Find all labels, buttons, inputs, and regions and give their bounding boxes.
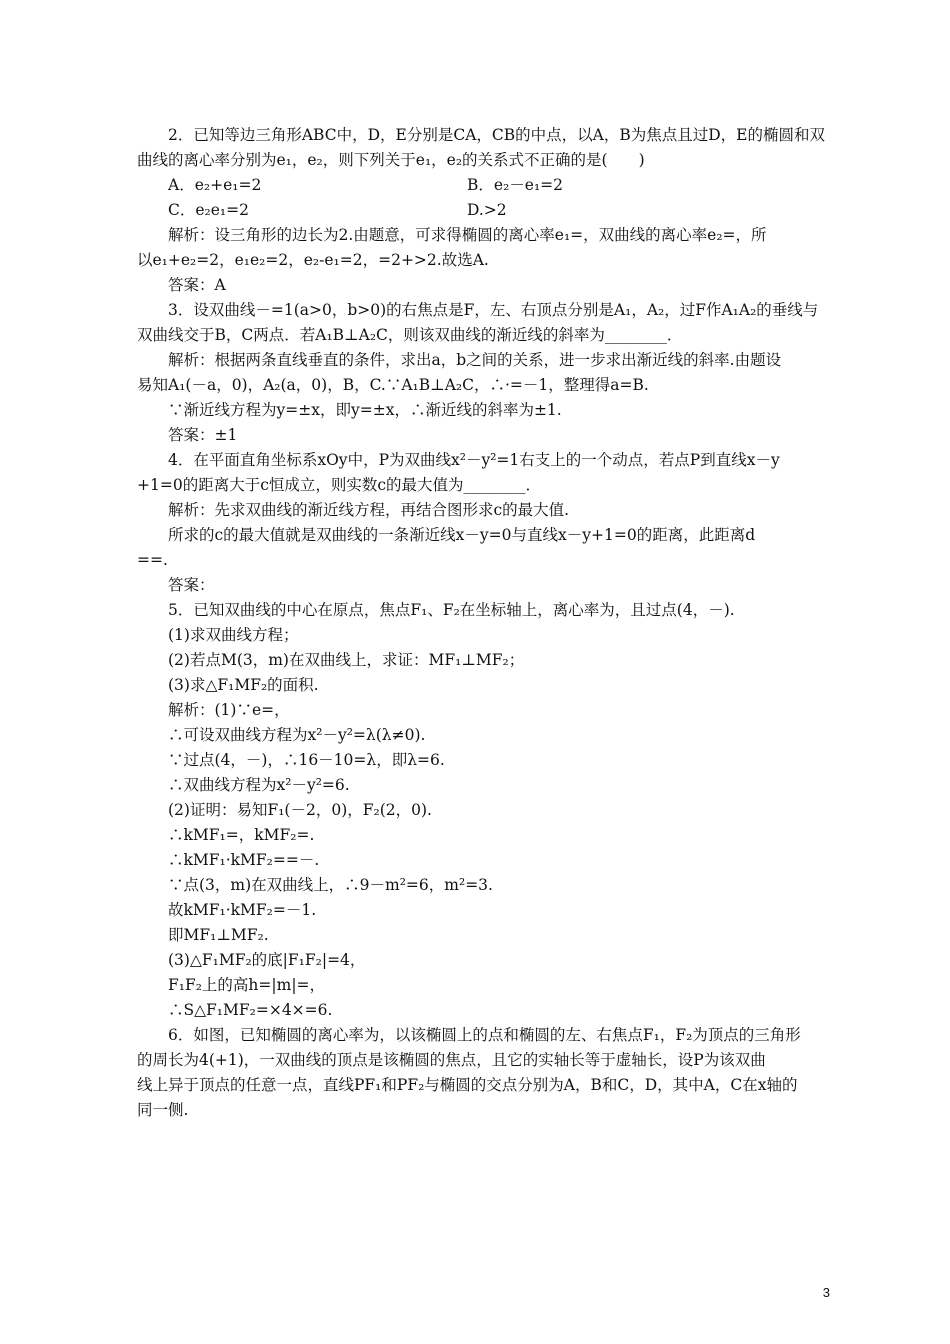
text-line: 同一侧. [137,1101,189,1119]
text-line: 解析：根据两条直线垂直的条件，求出a，b之间的关系，进一步求出渐近线的斜率.由题设 [137,351,782,369]
text-line: ∴kMF₁=，kMF₂=. [137,826,315,844]
text-line: (2)证明：易知F₁(－2，0)，F₂(2，0). [137,801,432,819]
option-c: C．e₂e₁=2 [137,201,249,219]
text-line: F₁F₂上的高h=|m|=， [137,976,326,994]
text-line: 以e₁+e₂=2，e₁e₂=2，e₂-e₁=2，=2+>2.故选A. [137,251,489,269]
text-line: 即MF₁⊥MF₂. [137,926,269,944]
text-line: (3)△F₁MF₂的底|F₁F₂|=4， [137,951,366,969]
text-line: 双曲线交于B，C两点．若A₁B⊥A₂C，则该双曲线的渐近线的斜率为________． [137,326,683,344]
text-line: 所求的c的最大值就是双曲线的一条渐近线x－y=0与直线x－y+1=0的距离，此距离d [137,526,756,544]
text-line: ∵点(3，m)在双曲线上，∴9－m²=6，m²=3. [137,876,493,894]
text-line: 5．已知双曲线的中心在原点，焦点F₁、F₂在坐标轴上，离心率为，且过点(4，－). [137,601,735,619]
text-line: ∵渐近线方程为y=±x，即y=±x，∴渐近线的斜率为±1. [137,401,562,419]
option-a: A．e₂+e₁=2 [137,176,262,194]
text-line: ∴S△F₁MF₂=×4×=6. [137,1001,333,1019]
text-line: 解析：(1)∵e=， [137,701,290,719]
text-line: 3．设双曲线－=1(a>0，b>0)的右焦点是F，左、右顶点分别是A₁，A₂，过F作A₁A₂的垂线与 [137,301,819,319]
text-line: (3)求△F₁MF₂的面积. [137,676,319,694]
text-line: ∴双曲线方程为x²－y²=6. [137,776,350,794]
text-line: 曲线的离心率分别为e₁，e₂，则下列关于e₁，e₂的关系式不正确的是( ) [137,151,645,169]
page-number: 3 [822,1285,830,1300]
option-b: B．e₂－e₁=2 [467,176,564,194]
text-line: ∵过点(4，－)，∴16－10=λ，即λ=6. [137,751,445,769]
text-line: 答案：±1 [137,426,238,444]
text-line: 2．已知等边三角形ABC中，D，E分别是CA，CB的中点，以A，B为焦点且过D，E的椭圆和双 [137,126,825,144]
option-d: D.>2 [467,201,507,219]
text-line: 易知A₁(－a，0)，A₂(a，0)，B，C.∵A₁B⊥A₂C，∴·=－1，整理得a=B. [137,376,649,394]
text-line: 解析：设三角形的边长为2.由题意，可求得椭圆的离心率e₁=，双曲线的离心率e₂=，所 [137,226,767,244]
text-line: 6．如图，已知椭圆的离心率为，以该椭圆上的点和椭圆的左、右焦点F₁，F₂为顶点的三角形 [137,1026,801,1044]
text-line: ==. [137,551,168,569]
text-line: +1=0的距离大于c恒成立，则实数c的最大值为________． [137,476,542,494]
text-line: (1)求双曲线方程； [137,626,299,644]
text-line: 线上异于顶点的任意一点，直线PF₁和PF₂与椭圆的交点分别为A，B和C，D，其中A，C在x轴的 [137,1076,798,1094]
text-line: 答案： [137,576,215,594]
text-line: ∴可设双曲线方程为x²－y²=λ(λ≠0). [137,726,426,744]
text-line: 的周长为4(+1)，一双曲线的顶点是该椭圆的焦点，且它的实轴长等于虚轴长，设P为该双曲 [137,1051,766,1069]
text-line: ∴kMF₁·kMF₂==－. [137,851,320,869]
options-row [137,200,827,220]
text-line: 解析：先求双曲线的渐近线方程，再结合图形求c的最大值. [137,501,570,519]
text-line: 答案：A [137,276,226,294]
text-line: 4．在平面直角坐标系xOy中，P为双曲线x²－y²=1右支上的一个动点，若点P到直线x－y [137,451,780,469]
options-row [137,175,827,195]
text-line: (2)若点M(3，m)在双曲线上，求证：MF₁⊥MF₂； [137,651,525,669]
text-line: 故kMF₁·kMF₂=－1. [137,901,317,919]
